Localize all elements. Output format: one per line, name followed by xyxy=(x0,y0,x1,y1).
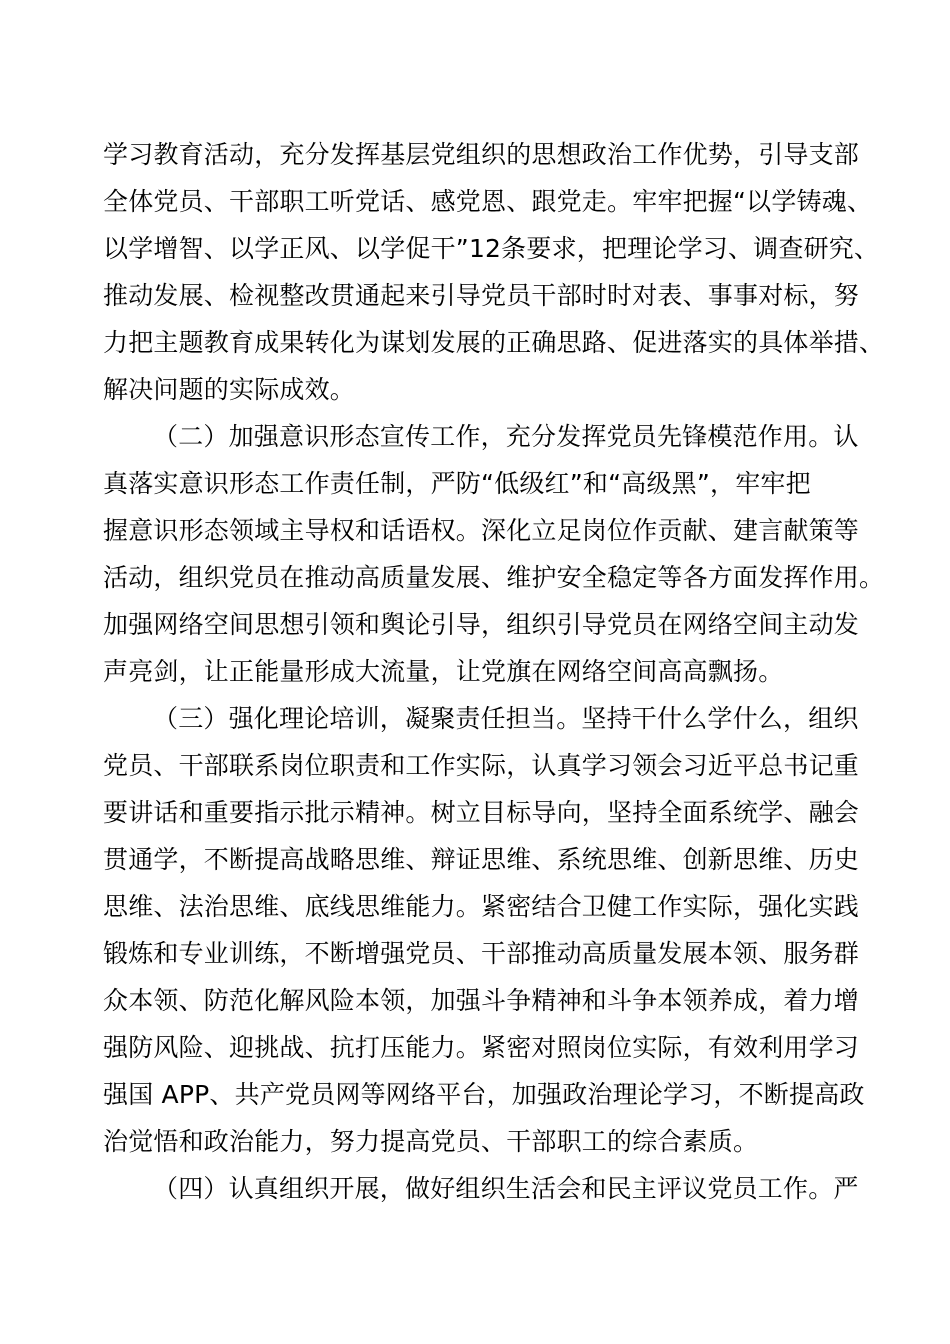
text-line: 解决问题的实际成效。 xyxy=(103,375,356,404)
text-line: 全体党员、干部职工听党话、感党恩、跟党走。牢牢把握“以学铸魂、 xyxy=(103,187,873,216)
text-line: 党员、干部联系岗位职责和工作实际，认真学习领会习近平总书记重 xyxy=(103,751,860,780)
section-heading-line: （二）加强意识形态宣传工作，充分发挥党员先锋模范作用。认 xyxy=(153,422,859,451)
text-line: 握意识形态领域主导权和话语权。深化立足岗位作贡献、建言献策等 xyxy=(103,516,860,545)
text-line: 活动，组织党员在推动高质量发展、维护安全稳定等各方面发挥作用。 xyxy=(103,563,885,592)
text-line: 治觉悟和政治能力，努力提高党员、干部职工的综合素质。 xyxy=(103,1127,759,1156)
text-line: 以学增智、以学正风、以学促干”12条要求，把理论学习、调查研究、 xyxy=(103,234,880,263)
text-line: 思维、法治思维、底线思维能力。紧密结合卫健工作实际，强化实践 xyxy=(103,892,860,921)
text-line: 强防风险、迎挑战、抗打压能力。紧密对照岗位实际，有效利用学习 xyxy=(103,1033,860,1062)
text-line: 学习教育活动，充分发挥基层党组织的思想政治工作优势，引导支部 xyxy=(103,140,860,169)
text-line: 贯通学，不断提高战略思维、辩证思维、系统思维、创新思维、历史 xyxy=(103,845,860,874)
text-line: 加强网络空间思想引领和舆论引导，组织引导党员在网络空间主动发 xyxy=(103,610,860,639)
text-line: 强国 APP、共产党员网等网络平台，加强政治理论学习，不断提高政 xyxy=(103,1080,865,1109)
text-line: 锻炼和专业训练，不断增强党员、干部推动高质量发展本领、服务群 xyxy=(103,939,860,968)
text-line: 要讲话和重要指示批示精神。树立目标导向，坚持全面系统学、融会 xyxy=(103,798,860,827)
text-line: 众本领、防范化解风险本领，加强斗争精神和斗争本领养成，着力增 xyxy=(103,986,860,1015)
text-line: 真落实意识形态工作责任制，严防“低级红”和“高级黑”，牢牢把 xyxy=(103,469,811,498)
text-line: 推动发展、检视整改贯通起来引导党员干部时时对表、事事对标，努 xyxy=(103,281,860,310)
section-heading-line: （四）认真组织开展，做好组织生活会和民主评议党员工作。严 xyxy=(153,1174,859,1203)
text-line: 声亮剑，让正能量形成大流量，让党旗在网络空间高高飘扬。 xyxy=(103,657,784,686)
text-line: 力把主题教育成果转化为谋划发展的正确思路、促进落实的具体举措、 xyxy=(103,328,885,357)
section-heading-line: （三）强化理论培训，凝聚责任担当。坚持干什么学什么，组织 xyxy=(153,704,859,733)
